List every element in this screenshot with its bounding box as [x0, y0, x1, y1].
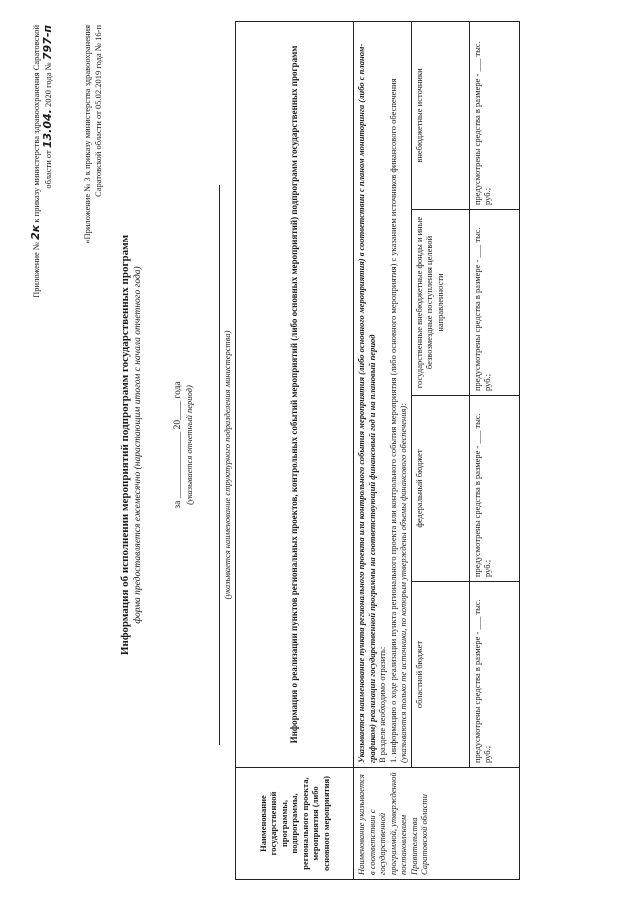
handwritten-date: 13.04. [41, 109, 54, 149]
source-federal-budget: федеральный бюджет [411, 396, 469, 582]
info-header-cell: Информация о реализации пунктов региональных проектов, контрольных событий мероприятий (либо основных мероприятий) подпрограмм государственных программ [236, 21, 354, 767]
department-fill-line [218, 185, 220, 745]
table-row-instructions [354, 21, 412, 879]
instructions-cell [354, 21, 412, 767]
appendix-text-4: 2020 года № [43, 62, 53, 108]
source-regional-budget: областной бюджет [411, 582, 469, 768]
appendix-text-3: области от [43, 150, 53, 189]
amount-off-budget: предусмотрены средства в размере - ___ тыс. руб.; [469, 21, 519, 209]
instruction-paragraph-2: В разделе необходимо отразить: [377, 646, 387, 763]
appendix-text-2: к приказу министерства здравоохранения Саратовской [31, 25, 41, 223]
previous-appendix-line-2: Саратовской области от 05.02.2019 года № 16-п [93, 25, 103, 197]
instruction-paragraph-3 [388, 26, 409, 763]
table-row-sources [411, 21, 469, 879]
handwritten-appendix-number: 2к [29, 224, 42, 240]
amount-federal-budget: предусмотрены средства в размере - ___ тыс. руб.; [469, 396, 519, 582]
source-off-budget: внебюджетные источники [411, 21, 469, 209]
instruction-paragraph-3-text: 1. информацию о ходе реализации пункта регионального проекта или контрольного события мероприятия (либо основного мероприятия) с указанием источников финансового обеспечения [387, 78, 398, 763]
amount-regional-budget: предусмотрены средства в размере - ___ тыс. руб.; [469, 582, 519, 768]
instruction-paragraph-3-note: (указываются только те источники, по которым утверждены объемы финансового обеспечения): [398, 402, 408, 763]
table-row-header [236, 21, 354, 879]
row-label-program-name: Наименование государственной программы, подпрограммы, регионального проекта, мероприятия (либо основного мероприятия) [236, 768, 354, 880]
appendix-reference [30, 25, 54, 405]
table-row-amounts [469, 21, 519, 879]
handwritten-order-number: 797-п [41, 25, 54, 61]
report-table [235, 21, 520, 880]
amount-extrabudgetary-funds: предусмотрены средства в размере - ___ тыс. руб.; [469, 210, 519, 396]
reporting-period-note: (указывается отчетный период) [184, 385, 194, 505]
appendix-text-1: Приложение № [31, 241, 41, 298]
previous-appendix-reference [82, 25, 104, 385]
row-label-name-instruction: Наименование указывается в соответствии с государственной программой, утвержденной постановлением Правительства Саратовской области [354, 768, 520, 880]
instruction-paragraph-1: Указывается наименование пункта регионального проекта или контрольного события мероприятия (либо основного мероприятия) в соответствии с планом мониторинга (либо с планом-графиком) реализации государственной программы на соответствующий финансовый год и на плановый период [356, 43, 377, 763]
document-subtitle: форма предоставляется ежемесячно (нарастающим итогом с начала отчетного года) [133, 266, 143, 624]
source-extrabudgetary-funds: государственные внебюджетные фонды и иные безвозмездные поступления целевой направленности [411, 210, 469, 396]
department-note: (указывается наименование структурного подразделения министерства) [222, 330, 232, 600]
reporting-period: за ______________ 20____ года [173, 381, 183, 509]
previous-appendix-line-1: «Приложение № 3 к приказу министерства здравоохранения [82, 25, 92, 244]
document-title: Информация об исполнении мероприятий подпрограмм государственных программ [119, 234, 131, 656]
